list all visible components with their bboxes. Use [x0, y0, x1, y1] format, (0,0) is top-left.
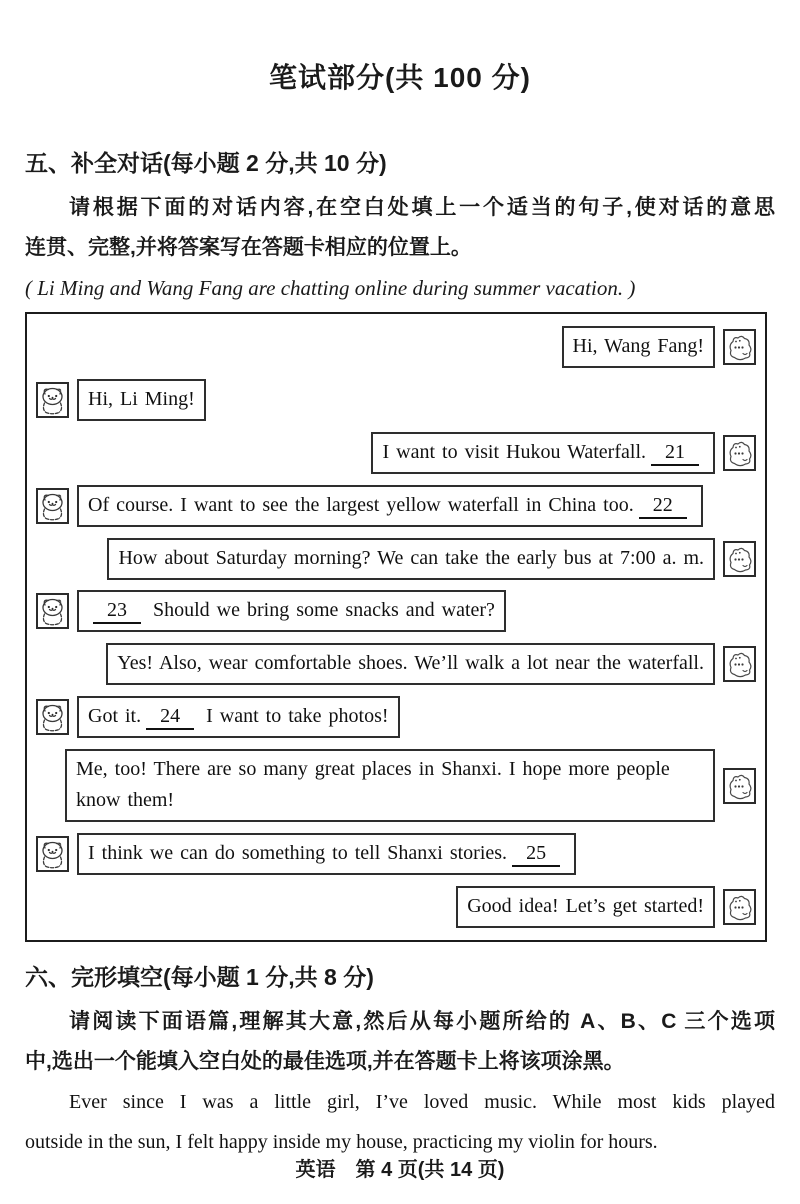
- blob-face-icon: [726, 544, 753, 574]
- message-bubble: [77, 379, 206, 421]
- wangfang-avatar: [36, 593, 69, 629]
- cat-face-icon: [39, 839, 66, 869]
- message-text: How about Saturday morning? We can take the early bus at 7:00 a. m.: [118, 546, 704, 569]
- answer-blank-21: 21: [651, 440, 699, 466]
- dialog-row: [36, 485, 756, 527]
- dialog-row: [36, 643, 756, 685]
- liming-avatar: [723, 768, 756, 804]
- message-text: Got it.: [88, 705, 142, 728]
- answer-blank-25: 25: [512, 841, 560, 867]
- dialog-scene-note: ( Li Ming and Wang Fang are chatting online during summer vacation. ): [25, 276, 636, 300]
- blob-face-icon: [726, 649, 753, 679]
- message-text: Good idea! Let’s get started!: [467, 894, 704, 917]
- blob-face-icon: [726, 771, 753, 801]
- wangfang-avatar: [36, 699, 69, 735]
- section-five-instructions-line1: 请根据下面的对话内容,在空白处填上一个适当的句子,使对话的意思: [69, 196, 775, 219]
- section-five-instructions-line2: 连贯、完整,并将答案写在答题卡相应的位置上。: [25, 236, 472, 259]
- message-text: Yes! Also, wear comfortable shoes. We’ll walk a lot near the waterfall.: [117, 652, 704, 675]
- dialog-row: [36, 833, 756, 875]
- section-six-instructions-line2: 中,选出一个能填入空白处的最佳选项,并在答题卡上将该项涂黑。: [25, 1050, 625, 1073]
- message-bubble: [77, 833, 576, 875]
- wangfang-avatar: [36, 488, 69, 524]
- cat-face-icon: [39, 385, 66, 415]
- blob-face-icon: [726, 332, 753, 362]
- section-six-heading: 六、完形填空(每小题 1 分,共 8 分): [25, 964, 374, 990]
- message-bubble: [371, 432, 715, 474]
- message-text: Of course. I want to see the largest yellow waterfall in China too.: [88, 493, 634, 516]
- wangfang-avatar: [36, 836, 69, 872]
- cat-face-icon: [39, 596, 66, 626]
- section-five: [25, 146, 775, 942]
- message-text: I want to take photos!: [199, 705, 389, 728]
- blob-face-icon: [726, 438, 753, 468]
- liming-avatar: [723, 889, 756, 925]
- message-bubble: [107, 538, 715, 580]
- dialog-row: [36, 886, 756, 928]
- message-text: Hi, Li Ming!: [88, 387, 195, 410]
- dialog-row: [36, 749, 756, 822]
- liming-avatar: [723, 435, 756, 471]
- dialog-row: [36, 590, 756, 632]
- dialog-row: [36, 379, 756, 421]
- message-text: Hi, Wang Fang!: [572, 335, 704, 357]
- liming-avatar: [723, 541, 756, 577]
- message-bubble: [77, 590, 506, 632]
- cloze-passage-line2: outside in the sun, I felt happy inside my house, practicing my violin for hours.: [25, 1131, 658, 1153]
- message-text: I think we can do something to tell Shanxi stories.: [88, 842, 508, 865]
- section-five-heading: 五、补全对话(每小题 2 分,共 10 分): [25, 150, 387, 176]
- message-text: Should we bring some snacks and water?: [146, 599, 495, 622]
- message-text: I want to visit Hukou Waterfall.: [382, 440, 646, 463]
- dialog-row: [36, 432, 756, 474]
- message-bubble: [77, 485, 703, 527]
- message-bubble: [106, 643, 715, 685]
- cat-face-icon: [39, 491, 66, 521]
- section-six: [25, 960, 775, 1162]
- page-footer: 英语 第 4 页(共 14 页): [295, 1159, 505, 1181]
- answer-blank-23: 23: [93, 598, 141, 624]
- blob-face-icon: [726, 892, 753, 922]
- dialog-box: [25, 312, 767, 942]
- page-title: 笔试部分(共 100 分): [269, 62, 531, 93]
- section-six-instructions-line1: 请阅读下面语篇,理解其大意,然后从每小题所给的 A、B、C 三个选项: [69, 1010, 775, 1033]
- message-bubble: [65, 749, 715, 822]
- message-text: Me, too! There are so many great places in Shanxi. I hope more people know them!: [76, 758, 670, 812]
- dialog-row: [36, 538, 756, 580]
- message-bubble: [456, 886, 715, 928]
- liming-avatar: [723, 646, 756, 682]
- cat-face-icon: [39, 702, 66, 732]
- message-bubble: [562, 326, 715, 368]
- wangfang-avatar: [36, 382, 69, 418]
- message-bubble: [77, 696, 400, 738]
- dialog-row: [36, 696, 756, 738]
- cloze-passage-line1: Ever since I was a little girl, I’ve loved music. While most kids played: [69, 1091, 775, 1113]
- answer-blank-22: 22: [639, 493, 687, 519]
- dialog-row: [36, 326, 756, 368]
- liming-avatar: [723, 329, 756, 365]
- answer-blank-24: 24: [146, 704, 194, 730]
